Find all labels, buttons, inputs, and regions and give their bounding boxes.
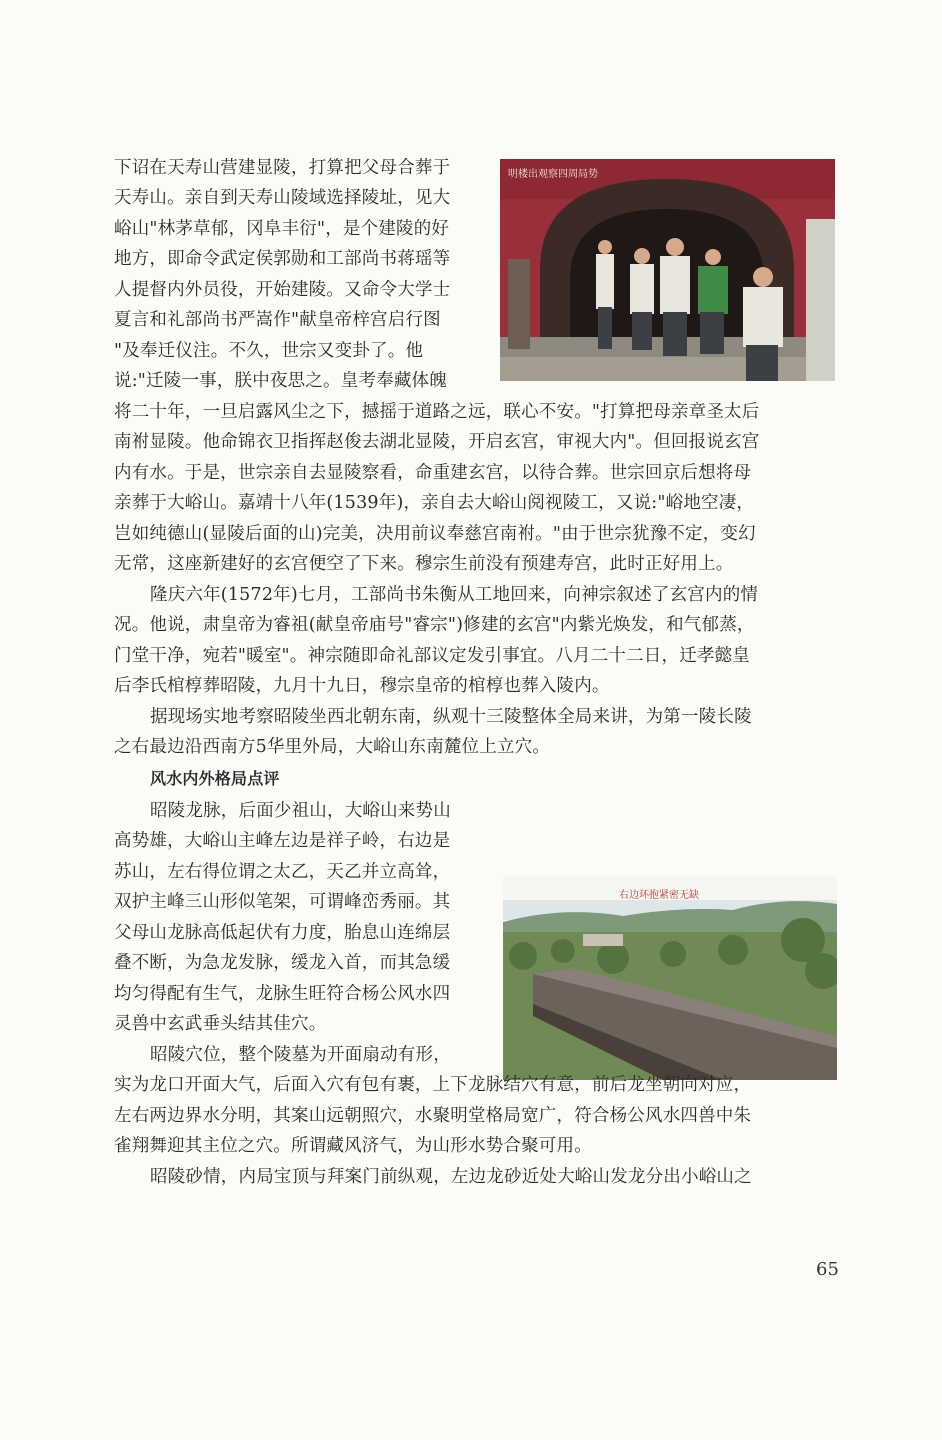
text-line: 夏言和礼部尚书严嵩作"献皇帝梓宫启行图	[114, 310, 441, 330]
text-line: 昭陵穴位，整个陵墓为开面扇动有形，	[150, 1045, 451, 1065]
text-line: 将二十年，一旦启露风尘之下，撼摇于道路之远，联心不安。"打算把母亲章圣太后	[114, 402, 760, 422]
text-line: 双护主峰三山形似笔架，可谓峰峦秀丽。其	[114, 892, 451, 912]
text-line: 均匀得配有生气，龙脉生旺符合杨公风水四	[114, 984, 451, 1004]
text-line: 昭陵龙脉，后面少祖山，大峪山来势山	[150, 801, 451, 821]
text-line: 昭陵砂情，内局宝顶与拜案门前纵观，左边龙砂近处大峪山发龙分出小峪山之	[150, 1167, 752, 1187]
text-line: 无常，这座新建好的玄宫便空了下来。穆宗生前没有预建寿宫，此时正好用上。	[114, 554, 734, 574]
arch-gate-photo	[500, 159, 835, 381]
text-line: 叠不断，为急龙发脉，缓龙入首，而其急缓	[114, 953, 451, 973]
arch-gate-illustration	[500, 159, 835, 381]
page-number: 65	[816, 1259, 839, 1280]
text-line: 高势雄，大峪山主峰左边是祥子岭，右边是	[114, 831, 451, 851]
text-line: 说:"迁陵一事，朕中夜思之。皇考奉藏体魄	[114, 371, 447, 391]
text-line: 之右最边沿西南方5华里外局，大峪山东南麓位上立穴。	[114, 737, 551, 757]
text-line: 门堂干净，宛若"暖室"。神宗随即命礼部议定发引事宜。八月二十二日，迁孝懿皇	[114, 646, 750, 666]
text-line: 亲葬于大峪山。嘉靖十八年(1539年)，亲自去大峪山阅视陵工，又说:"峪地空凄，	[114, 493, 755, 513]
text-line: 后李氏棺椁葬昭陵，九月十九日，穆宗皇帝的棺椁也葬入陵内。	[114, 676, 610, 696]
text-line: 内有水。于是，世宗亲自去显陵察看，命重建玄宫，以待合葬。世宗回京后想将母	[114, 463, 752, 483]
text-line: 左右两边界水分明，其案山远朝照穴，水聚明堂格局宽广，符合杨公风水四兽中朱	[114, 1106, 752, 1126]
text-line: 下诏在天寿山营建显陵，打算把父母合葬于	[114, 158, 451, 178]
text-line: "及奉迁仪注。不久，世宗又变卦了。他	[114, 341, 424, 361]
landscape-illustration	[503, 876, 837, 1080]
text-line: 人提督内外员役，开始建陵。又命令大学士	[114, 280, 451, 300]
text-line: 父母山龙脉高低起伏有力度，胎息山连绵层	[114, 923, 451, 943]
text-line: 地方，即命令武定侯郭勋和工部尚书蒋瑶等	[114, 249, 451, 269]
text-line: 雀翔舞迎其主位之穴。所谓藏风济气，为山形水势合聚可用。	[114, 1136, 592, 1156]
text-line: 天寿山。亲自到天寿山陵域选择陵址，见大	[114, 188, 451, 208]
text-line: 南祔显陵。他命锦衣卫指挥赵俊去湖北显陵，开启玄宫，审视大内"。但回报说玄宫	[114, 432, 760, 452]
text-line: 苏山，左右得位谓之太乙，天乙并立高耸，	[114, 862, 451, 882]
text-line: 隆庆六年(1572年)七月，工部尚书朱衡从工地回来，向神宗叙述了玄宫内的情	[150, 585, 759, 605]
section-heading: 风水内外格局点评	[150, 769, 280, 788]
text-line: 岂如纯德山(显陵后面的山)完美，决用前议奉慈宫南祔。"由于世宗犹豫不定，变幻	[114, 524, 756, 544]
landscape-photo	[503, 876, 837, 1080]
arch-gate-photo-caption: 明楼出观察四周局势	[508, 169, 598, 180]
text-line: 灵兽中玄武垂头结其佳穴。	[114, 1014, 327, 1034]
text-line: 峪山"林茅草郁，冈阜丰衍"，是个建陵的好	[114, 219, 450, 239]
landscape-photo-caption: 右边环抱紧密无缺	[619, 890, 699, 901]
text-line: 况。他说，肃皇帝为睿祖(献皇帝庙号"睿宗")修建的玄宫"内紫光焕发，和气郁蒸，	[114, 615, 755, 635]
text-line: 实为龙口开面大气，后面入穴有包有裹，上下龙脉结穴有意，前后龙坐朝向对应，	[114, 1075, 752, 1095]
text-line: 据现场实地考察昭陵坐西北朝东南，纵观十三陵整体全局来讲，为第一陵长陵	[150, 707, 752, 727]
